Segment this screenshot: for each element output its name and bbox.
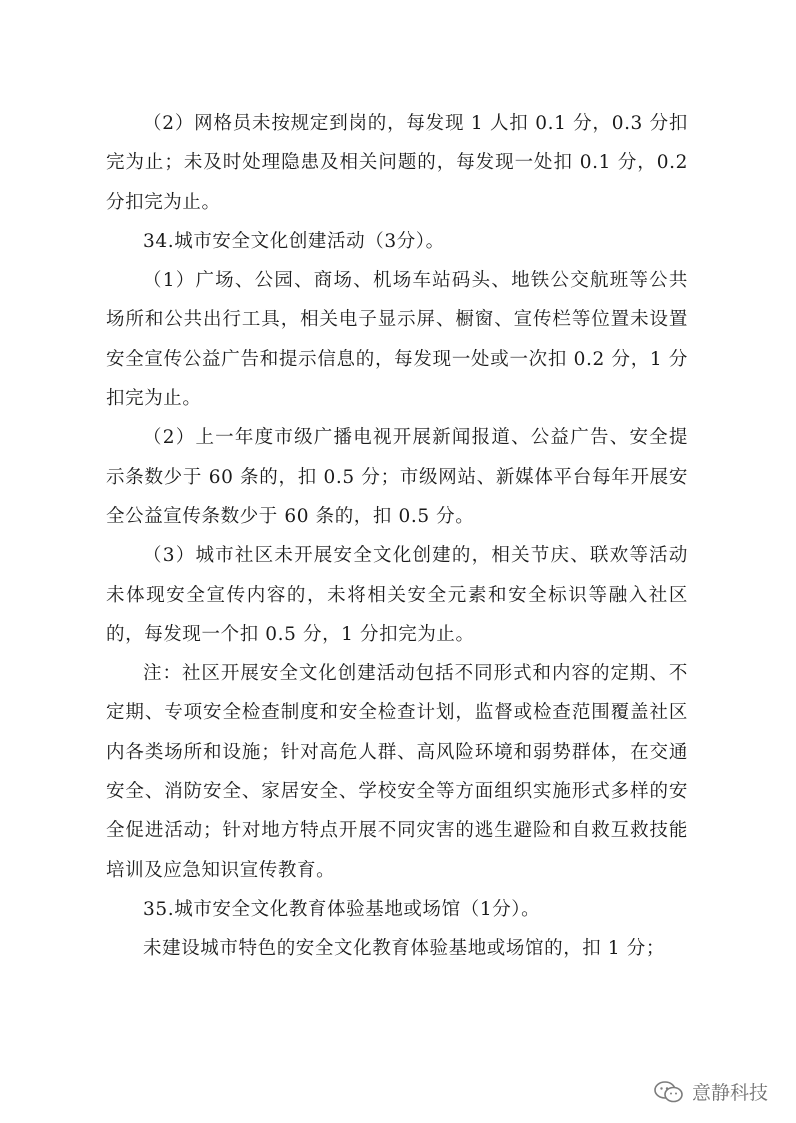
paragraph-broadcast-reports: （2）上一年度市级广播电视开展新闻报道、公益广告、安全提示条数少于 60 条的，扣 0.5 分；市级网站、新媒体平台每年开展安全公益宣传条数少于 60 条的，扣 0.5 分。 bbox=[106, 427, 688, 527]
wechat-icon bbox=[654, 1081, 684, 1103]
paragraph-gridworker-deduction: （2）网格员未按规定到岗的，每发现 1 人扣 0.1 分，0.3 分扣完为止；未及时处理隐患及相关问题的，每发现一处扣 0.1 分，0.2 分扣完为止。 bbox=[106, 113, 688, 213]
heading-item-34: 34.城市安全文化创建活动（3分）。 bbox=[143, 230, 445, 252]
paragraph-public-places-ads: （1）广场、公园、商场、机场车站码头、地铁公交航班等公共场所和公共出行工具，相关电子显示屏、橱窗、宣传栏等位置未设置安全宣传公益广告和提示信息的，每发现一处或一次扣 0.2 分，1 分扣完为止。 bbox=[106, 270, 688, 410]
paragraph-note: 注：社区开展安全文化创建活动包括不同形式和内容的定期、不定期、专项安全检查制度和安全检查计划，监督或检查范围覆盖社区内各类场所和设施；针对高危人群、高风险环境和弱势群体，在交通安全、消防安全、家居安全、学校安全等方面组织实施形式多样的安全促进活动；针对地方特点开展不同灾害的逃生避险和自救互救技能培训及应急知识宣传教育。 bbox=[106, 663, 688, 881]
paragraph-community-culture: （3）城市社区未开展安全文化创建的，相关节庆、联欢等活动未体现安全宣传内容的，未将相关安全元素和安全标识等融入社区的，每发现一个扣 0.5 分，1 分扣完为止。 bbox=[106, 545, 688, 645]
paragraph-education-base: 未建设城市特色的安全文化教育体验基地或场馆的，扣 1 分； bbox=[143, 938, 665, 960]
watermark bbox=[654, 1078, 768, 1105]
watermark-text: 意静科技 bbox=[691, 1082, 768, 1104]
heading-item-35: 35.城市安全文化教育体验基地或场馆（1分）。 bbox=[143, 898, 541, 920]
document-body bbox=[106, 104, 688, 969]
